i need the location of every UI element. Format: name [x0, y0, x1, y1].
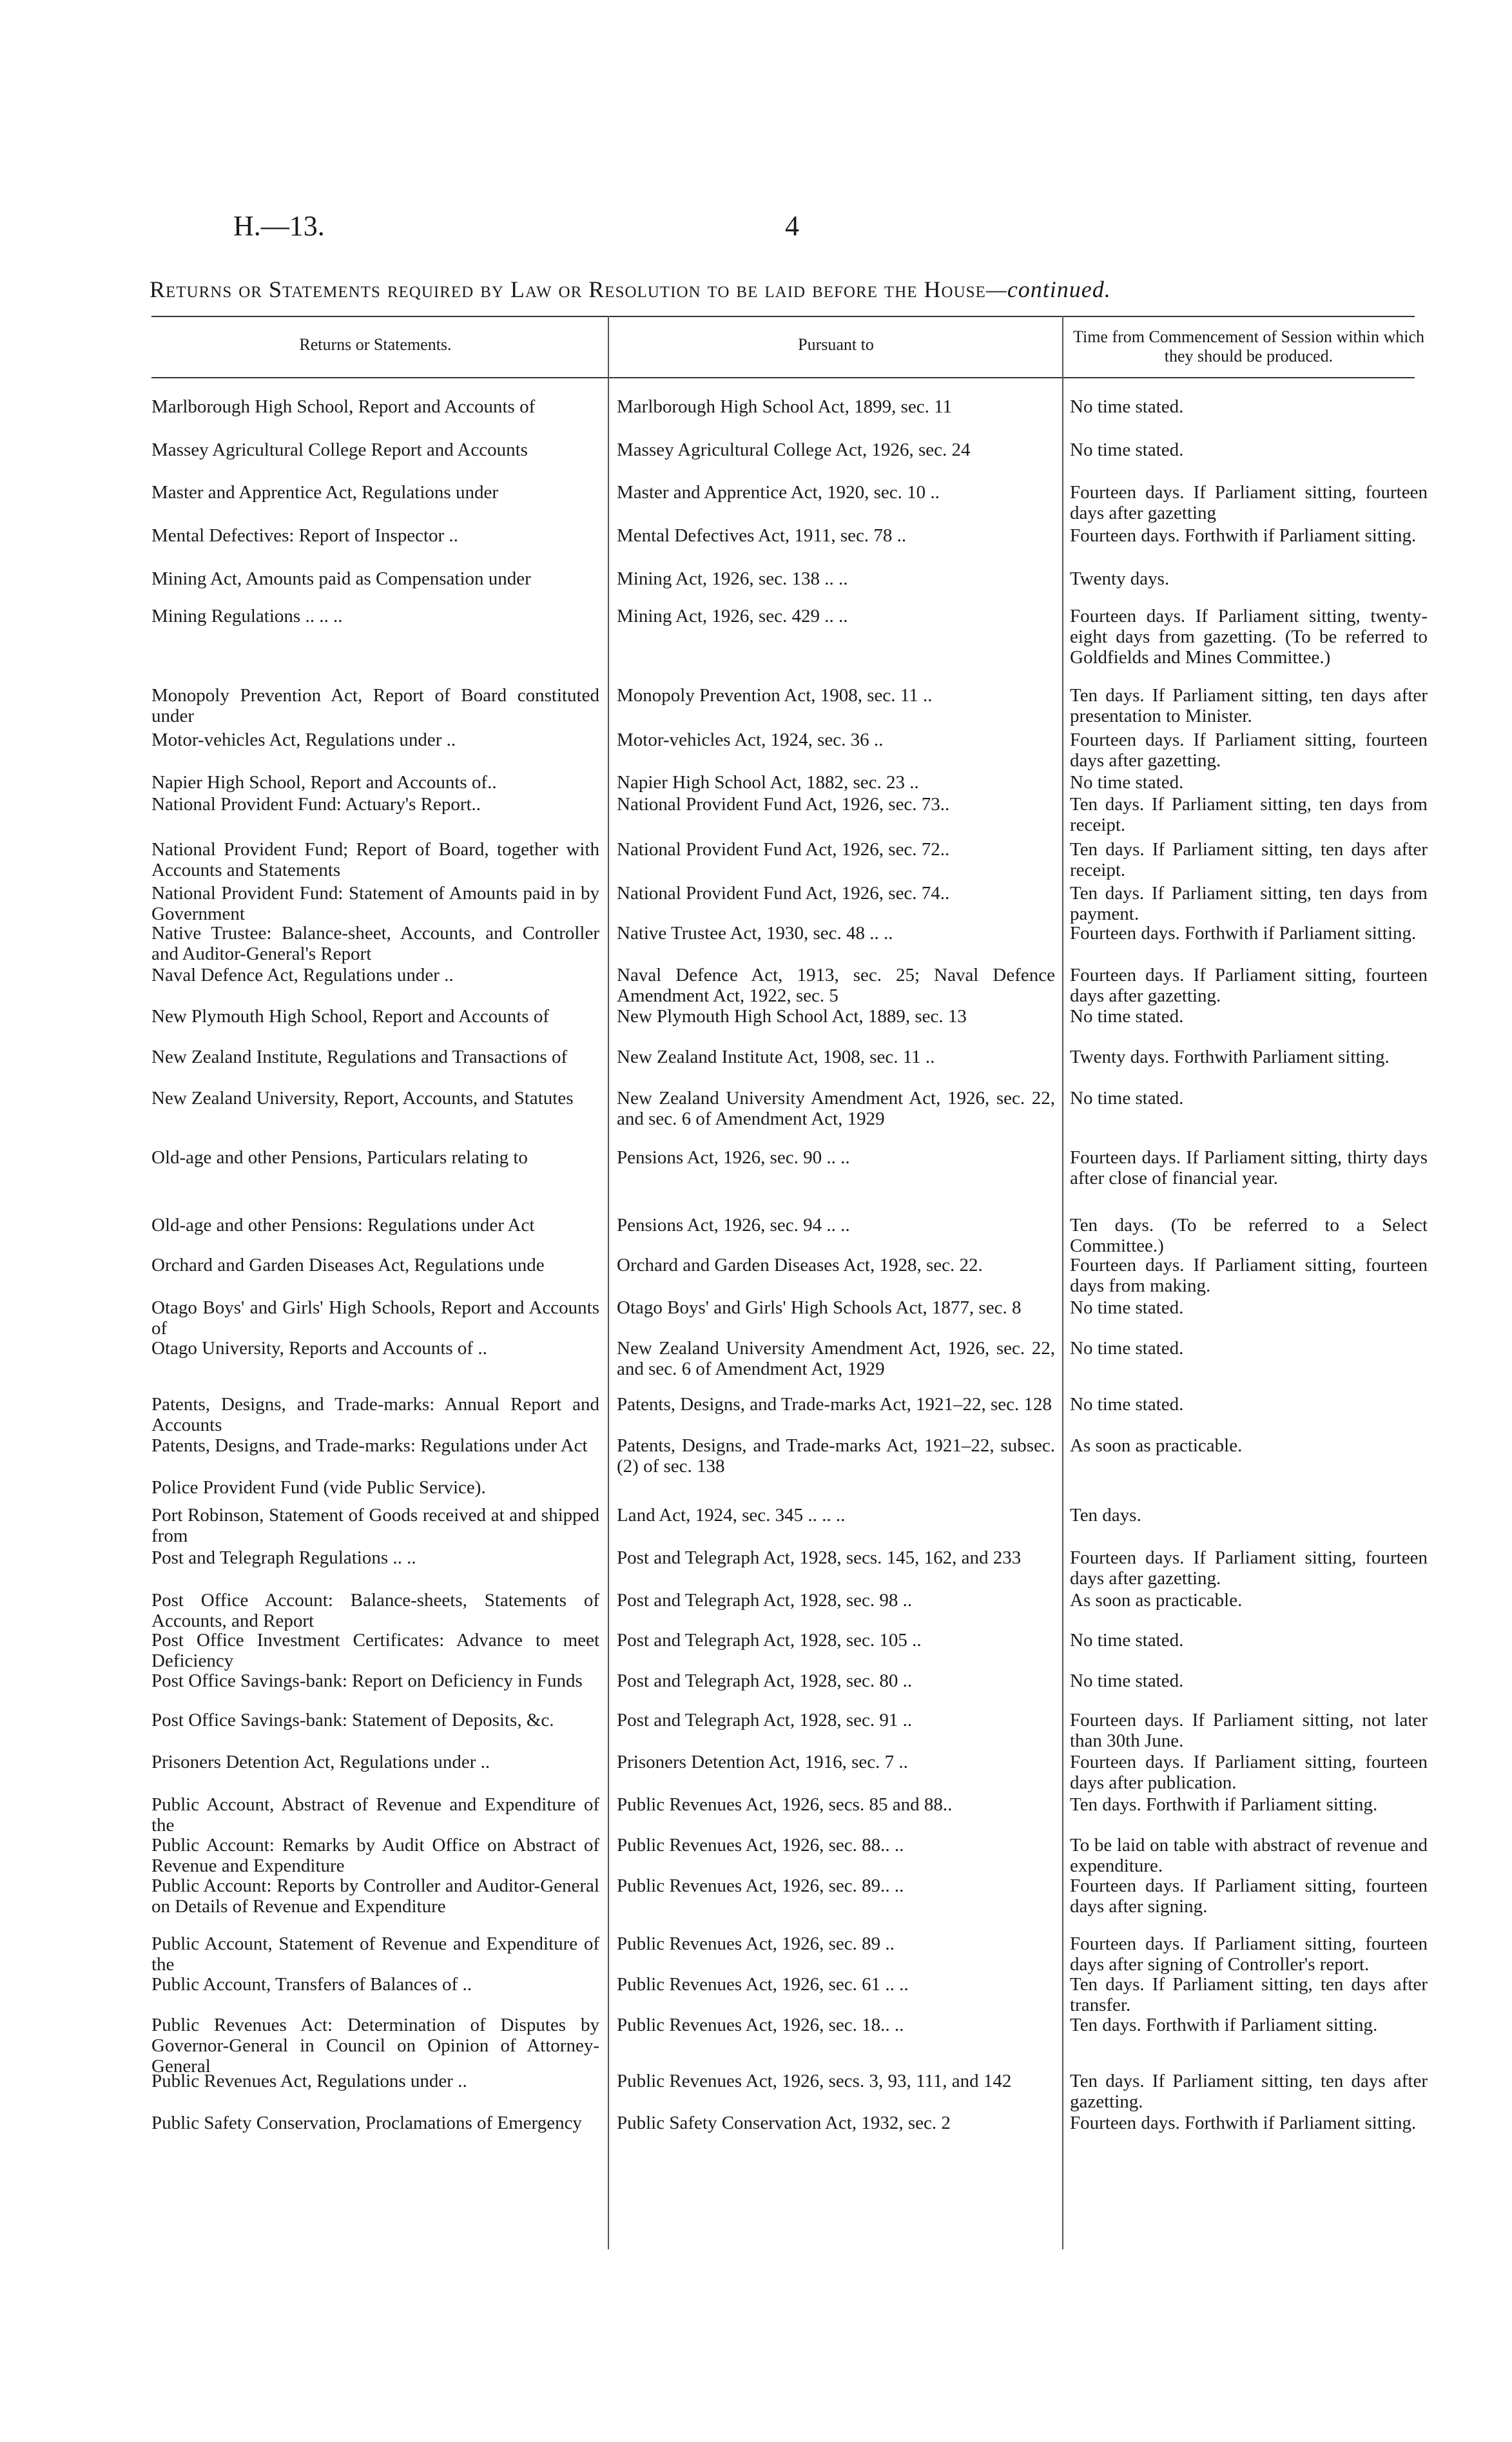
returns-cell: Patents, Designs, and Trade-marks: Annual Report and Accounts: [151, 1394, 599, 1435]
time-cell: Fourteen days. If Parliament sitting, fourteen days after signing.: [1070, 1875, 1428, 1917]
pursuant-cell: Post and Telegraph Act, 1928, sec. 91 ..: [617, 1710, 913, 1730]
time-cell: No time stated.: [1070, 1088, 1184, 1109]
pursuant-cell: Prisoners Detention Act, 1916, sec. 7 ..: [617, 1752, 908, 1772]
returns-cell: Port Robinson, Statement of Goods received at and shipped from: [151, 1505, 599, 1546]
time-cell: Ten days. If Parliament sitting, ten days from receipt.: [1070, 794, 1428, 835]
time-cell: Ten days. Forthwith if Parliament sitting.: [1070, 1794, 1378, 1815]
returns-cell: Public Account, Abstract of Revenue and Expenditure of the: [151, 1794, 599, 1836]
time-cell: Ten days. If Parliament sitting, ten days after receipt.: [1070, 839, 1428, 880]
returns-cell: Public Account, Statement of Revenue and Expenditure of the: [151, 1933, 599, 1975]
returns-cell: New Zealand Institute, Regulations and Transactions of: [151, 1047, 568, 1067]
time-cell: No time stated.: [1070, 396, 1184, 417]
returns-cell: National Provident Fund: Actuary's Report..: [151, 794, 481, 815]
time-cell: Ten days. If Parliament sitting, ten days after gazetting.: [1070, 2071, 1428, 2112]
column-header-pursuant: Pursuant to: [798, 335, 874, 354]
returns-cell: Otago Boys' and Girls' High Schools, Report and Accounts of: [151, 1297, 599, 1339]
pursuant-cell: Patents, Designs, and Trade-marks Act, 1921–22, subsec. (2) of sec. 138: [617, 1435, 1055, 1477]
pursuant-cell: Monopoly Prevention Act, 1908, sec. 11 ..: [617, 685, 933, 706]
pursuant-cell: Patents, Designs, and Trade-marks Act, 1921–22, sec. 128: [617, 1394, 1052, 1415]
returns-cell: Native Trustee: Balance-sheet, Accounts, and Controller and Auditor-General's Report: [151, 923, 599, 964]
pursuant-cell: Public Revenues Act, 1926, secs. 85 and 88..: [617, 1794, 953, 1815]
pursuant-cell: Public Revenues Act, 1926, sec. 89 ..: [617, 1933, 895, 1954]
returns-cell: Monopoly Prevention Act, Report of Board constituted under: [151, 685, 599, 726]
time-cell: As soon as practicable.: [1070, 1590, 1243, 1611]
pursuant-cell: Public Revenues Act, 1926, sec. 18.. ..: [617, 2015, 904, 2035]
title-continued: —continued.: [985, 276, 1111, 302]
returns-cell: Post Office Investment Certificates: Advance to meet Deficiency: [151, 1630, 599, 1671]
returns-cell: National Provident Fund; Report of Board, together with Accounts and Statements: [151, 839, 599, 880]
time-cell: Twenty days. Forthwith Parliament sitting.: [1070, 1047, 1390, 1067]
returns-cell: Motor-vehicles Act, Regulations under ..: [151, 730, 456, 750]
returns-cell: Napier High School, Report and Accounts of..: [151, 772, 497, 793]
page-number: 4: [785, 210, 799, 242]
returns-cell: Post Office Account: Balance-sheets, Statements of Accounts, and Report: [151, 1590, 599, 1631]
time-cell: No time stated.: [1070, 1394, 1184, 1415]
time-cell: Fourteen days. Forthwith if Parliament sitting.: [1070, 923, 1417, 944]
pursuant-cell: Post and Telegraph Act, 1928, sec. 98 ..: [617, 1590, 913, 1611]
column-header-returns: Returns or Statements.: [299, 335, 452, 354]
header-bottom-rule: [151, 377, 1415, 378]
pursuant-cell: Mining Act, 1926, sec. 429 .. ..: [617, 606, 848, 626]
time-cell: Ten days. Forthwith if Parliament sitting.: [1070, 2015, 1378, 2035]
returns-cell: Patents, Designs, and Trade-marks: Regulations under Act: [151, 1435, 588, 1456]
returns-cell: Public Account, Transfers of Balances of ..: [151, 1974, 472, 1995]
column-divider-1: [608, 316, 609, 2249]
returns-cell: Post Office Savings-bank: Report on Deficiency in Funds: [151, 1671, 583, 1691]
header-top-rule: [151, 316, 1415, 317]
page-title: [150, 276, 1413, 303]
pursuant-cell: New Zealand Institute Act, 1908, sec. 11 ..: [617, 1047, 935, 1067]
time-cell: No time stated.: [1070, 1671, 1184, 1691]
returns-cell: Post and Telegraph Regulations .. ..: [151, 1547, 416, 1568]
time-cell: Fourteen days. If Parliament sitting, fourteen days from making.: [1070, 1255, 1428, 1296]
returns-cell: Public Safety Conservation, Proclamations of Emergency: [151, 2113, 582, 2133]
document-reference: H.—13.: [233, 210, 325, 242]
returns-cell: Old-age and other Pensions: Regulations under Act: [151, 1215, 535, 1236]
pursuant-cell: Native Trustee Act, 1930, sec. 48 .. ..: [617, 923, 893, 944]
returns-cell: Old-age and other Pensions, Particulars relating to: [151, 1147, 528, 1168]
time-cell: Fourteen days. If Parliament sitting, fourteen days after gazetting.: [1070, 965, 1428, 1006]
pursuant-cell: New Plymouth High School Act, 1889, sec. 13: [617, 1006, 967, 1027]
returns-cell: Mining Regulations .. .. ..: [151, 606, 343, 626]
time-cell: Fourteen days. If Parliament sitting, fourteen days after gazetting: [1070, 482, 1428, 523]
returns-cell: Police Provident Fund (vide Public Service).: [151, 1477, 486, 1498]
time-cell: Fourteen days. Forthwith if Parliament sitting.: [1070, 525, 1417, 546]
time-cell: Fourteen days. If Parliament sitting, fourteen days after publication.: [1070, 1752, 1428, 1793]
pursuant-cell: Public Revenues Act, 1926, sec. 61 .. ..: [617, 1974, 909, 1995]
returns-cell: Master and Apprentice Act, Regulations under: [151, 482, 498, 503]
pursuant-cell: Motor-vehicles Act, 1924, sec. 36 ..: [617, 730, 884, 750]
returns-cell: Post Office Savings-bank: Statement of Deposits, &c.: [151, 1710, 554, 1730]
pursuant-cell: Otago Boys' and Girls' High Schools Act, 1877, sec. 8: [617, 1297, 1022, 1318]
pursuant-cell: Public Revenues Act, 1926, sec. 89.. ..: [617, 1875, 904, 1896]
returns-cell: Naval Defence Act, Regulations under ..: [151, 965, 454, 985]
time-cell: Ten days. (To be referred to a Select Committee.): [1070, 1215, 1428, 1256]
time-cell: Fourteen days. If Parliament sitting, fourteen days after gazetting.: [1070, 730, 1428, 771]
pursuant-cell: Public Revenues Act, 1926, sec. 88.. ..: [617, 1835, 904, 1856]
time-cell: No time stated.: [1070, 1338, 1184, 1359]
returns-cell: Public Account: Reports by Controller and Auditor-General on Details of Revenue and Expenditure: [151, 1875, 599, 1917]
returns-cell: Otago University, Reports and Accounts of ..: [151, 1338, 487, 1359]
pursuant-cell: National Provident Fund Act, 1926, sec. 73..: [617, 794, 950, 815]
time-cell: Fourteen days. If Parliament sitting, fourteen days after gazetting.: [1070, 1547, 1428, 1589]
pursuant-cell: National Provident Fund Act, 1926, sec. 72..: [617, 839, 950, 860]
pursuant-cell: Public Safety Conservation Act, 1932, sec. 2: [617, 2113, 951, 2133]
returns-cell: Orchard and Garden Diseases Act, Regulations unde: [151, 1255, 545, 1275]
pursuant-cell: Post and Telegraph Act, 1928, sec. 80 ..: [617, 1671, 913, 1691]
returns-cell: Mental Defectives: Report of Inspector ..: [151, 525, 458, 546]
time-cell: Fourteen days. If Parliament sitting, not later than 30th June.: [1070, 1710, 1428, 1751]
pursuant-cell: Public Revenues Act, 1926, secs. 3, 93, 111, and 142: [617, 2071, 1012, 2091]
time-cell: No time stated.: [1070, 772, 1184, 793]
returns-cell: New Zealand University, Report, Accounts, and Statutes: [151, 1088, 574, 1109]
time-cell: Fourteen days. If Parliament sitting, twenty-eight days from gazetting. (To be referred to Goldfields and Mines Committee.): [1070, 606, 1428, 668]
returns-cell: Public Account: Remarks by Audit Office on Abstract of Revenue and Expenditure: [151, 1835, 599, 1876]
returns-cell: National Provident Fund: Statement of Amounts paid in by Government: [151, 883, 599, 924]
pursuant-cell: Mental Defectives Act, 1911, sec. 78 ..: [617, 525, 907, 546]
returns-cell: Public Revenues Act, Regulations under ..: [151, 2071, 467, 2091]
pursuant-cell: Marlborough High School Act, 1899, sec. 11: [617, 396, 953, 417]
returns-cell: Public Revenues Act: Determination of Disputes by Governor-General in Council on Opinion of Attorney-General: [151, 2015, 599, 2077]
time-cell: No time stated.: [1070, 440, 1184, 460]
pursuant-cell: National Provident Fund Act, 1926, sec. 74..: [617, 883, 950, 904]
pursuant-cell: Orchard and Garden Diseases Act, 1928, sec. 22.: [617, 1255, 983, 1275]
pursuant-cell: Pensions Act, 1926, sec. 94 .. ..: [617, 1215, 850, 1236]
pursuant-cell: Naval Defence Act, 1913, sec. 25; Naval Defence Amendment Act, 1922, sec. 5: [617, 965, 1055, 1006]
returns-cell: Prisoners Detention Act, Regulations under ..: [151, 1752, 490, 1772]
column-header-time: Time from Commencement of Session within which they should be produced.: [1073, 327, 1424, 365]
time-cell: Fourteen days. If Parliament sitting, fourteen days after signing of Controller's report.: [1070, 1933, 1428, 1975]
time-cell: Fourteen days. Forthwith if Parliament sitting.: [1070, 2113, 1417, 2133]
pursuant-cell: Land Act, 1924, sec. 345 .. .. ..: [617, 1505, 846, 1526]
time-cell: Ten days. If Parliament sitting, ten days after transfer.: [1070, 1974, 1428, 2015]
pursuant-cell: Post and Telegraph Act, 1928, secs. 145, 162, and 233: [617, 1547, 1022, 1568]
time-cell: As soon as practicable.: [1070, 1435, 1243, 1456]
returns-cell: New Plymouth High School, Report and Accounts of: [151, 1006, 550, 1027]
time-cell: Ten days. If Parliament sitting, ten days after presentation to Minister.: [1070, 685, 1428, 726]
time-cell: No time stated.: [1070, 1006, 1184, 1027]
returns-cell: Mining Act, Amounts paid as Compensation under: [151, 568, 531, 589]
pursuant-cell: New Zealand University Amendment Act, 1926, sec. 22, and sec. 6 of Amendment Act, 1929: [617, 1088, 1055, 1129]
pursuant-cell: Pensions Act, 1926, sec. 90 .. ..: [617, 1147, 850, 1168]
pursuant-cell: Massey Agricultural College Act, 1926, sec. 24: [617, 440, 971, 460]
time-cell: Ten days. If Parliament sitting, ten days from payment.: [1070, 883, 1428, 924]
pursuant-cell: Mining Act, 1926, sec. 138 .. ..: [617, 568, 848, 589]
time-cell: No time stated.: [1070, 1630, 1184, 1651]
time-cell: Twenty days.: [1070, 568, 1170, 589]
pursuant-cell: Napier High School Act, 1882, sec. 23 ..: [617, 772, 919, 793]
pursuant-cell: Post and Telegraph Act, 1928, sec. 105 ..: [617, 1630, 922, 1651]
returns-cell: Marlborough High School, Report and Accounts of: [151, 396, 536, 417]
time-cell: To be laid on table with abstract of revenue and expenditure.: [1070, 1835, 1428, 1876]
title-main: Returns or Statements required by Law or Resolution to be laid before the House: [150, 276, 986, 302]
time-cell: No time stated.: [1070, 1297, 1184, 1318]
returns-cell: Massey Agricultural College Report and Accounts: [151, 440, 528, 460]
column-divider-2: [1062, 316, 1063, 2249]
pursuant-cell: Master and Apprentice Act, 1920, sec. 10 ..: [617, 482, 940, 503]
pursuant-cell: New Zealand University Amendment Act, 1926, sec. 22, and sec. 6 of Amendment Act, 1929: [617, 1338, 1055, 1379]
time-cell: Fourteen days. If Parliament sitting, thirty days after close of financial year.: [1070, 1147, 1428, 1188]
time-cell: Ten days.: [1070, 1505, 1141, 1526]
